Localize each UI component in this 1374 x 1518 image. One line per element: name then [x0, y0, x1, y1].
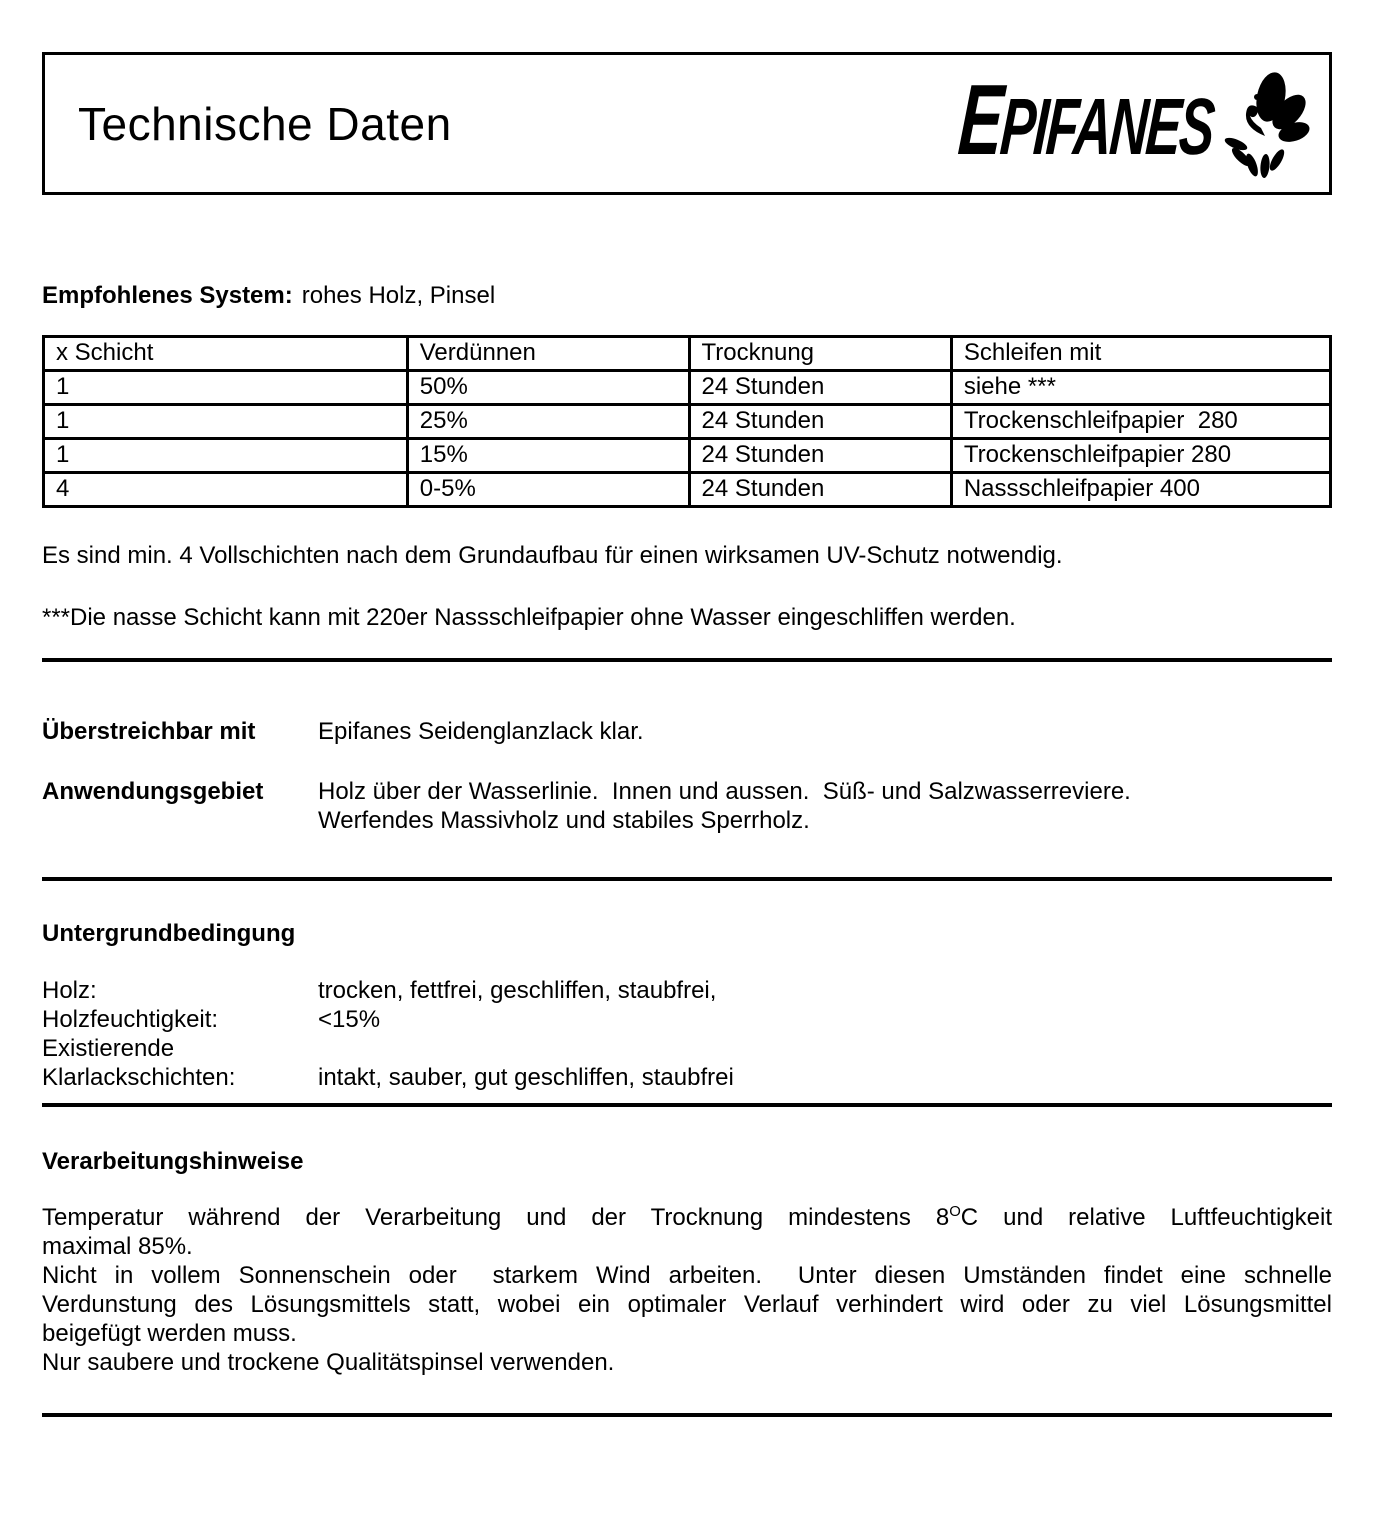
cell-verduennen: 50% [407, 371, 689, 405]
overcoat-label: Überstreichbar mit [42, 718, 256, 745]
cell-schicht: 1 [44, 405, 408, 439]
section-divider [42, 658, 1332, 662]
processing-text [42, 1203, 1332, 1377]
recommended-system-label: Empfohlenes System: [42, 282, 293, 309]
col-header-schleifen: Schleifen mit [951, 337, 1330, 371]
cell-verduennen: 25% [407, 405, 689, 439]
table-header-row [44, 337, 1331, 371]
col-header-schicht: x Schicht [44, 337, 408, 371]
substrate-heading: Untergrundbedingung [42, 920, 296, 947]
table-row [44, 473, 1331, 507]
table-row [44, 439, 1331, 473]
cell-schicht: 4 [44, 473, 408, 507]
recommended-system-line [42, 281, 1332, 310]
substrate-label: Existierende [42, 1035, 175, 1062]
application-label: Anwendungsgebiet [42, 778, 264, 805]
processing-heading: Verarbeitungshinweise [42, 1148, 304, 1175]
application-value [318, 777, 1332, 835]
substrate-value: trocken, fettfrei, geschliffen, staubfrei, [318, 977, 717, 1004]
cell-schicht: 1 [44, 371, 408, 405]
overcoat-value: Epifanes Seidenglanzlack klar. [318, 718, 644, 745]
degree-superscript: O [949, 1204, 961, 1220]
section-divider [42, 877, 1332, 881]
document-page [0, 52, 1374, 1417]
epifanes-wordmark: EPIFANES [955, 64, 1216, 176]
substrate-label: Klarlackschichten: [42, 1064, 236, 1091]
processing-line: beigefügt werden muss. [42, 1320, 297, 1347]
cell-schleifen: siehe *** [951, 371, 1330, 405]
peacock-icon [1219, 70, 1311, 178]
substrate-row [42, 1034, 1332, 1063]
table-row [44, 405, 1331, 439]
substrate-row [42, 976, 1332, 1005]
application-line-1: Holz über der Wasserlinie. Innen und aussen. Süß- und Salzwasserreviere. [318, 778, 1131, 805]
processing-line: Verdunstung des Lösungsmittels statt, wobei ein optimaler Verlauf verhindert wird oder zu viel Lösungsmittel [42, 1291, 1332, 1318]
cell-trocknung: 24 Stunden [689, 371, 951, 405]
substrate-label: Holzfeuchtigkeit: [42, 1006, 219, 1033]
substrate-value: <15% [318, 1006, 381, 1033]
application-row [42, 777, 1332, 835]
section-divider [42, 1413, 1332, 1417]
recommended-system-value: rohes Holz, Pinsel [301, 282, 496, 309]
processing-line: maximal 85%. [42, 1233, 193, 1260]
application-line-2: Werfendes Massivholz und stabiles Sperrholz. [318, 807, 810, 834]
cell-schleifen: Trockenschleifpapier 280 [951, 405, 1330, 439]
processing-line [42, 1203, 1332, 1232]
page-title: Technische Daten [78, 97, 452, 150]
coating-system-table [42, 335, 1332, 508]
epifanes-logo [828, 64, 1311, 178]
substrate-rows [42, 976, 1332, 1092]
stars-note: ***Die nasse Schicht kann mit 220er Nassschleifpapier ohne Wasser eingeschliffen werden. [42, 604, 1016, 631]
cell-verduennen: 15% [407, 439, 689, 473]
col-header-verduennen: Verdünnen [407, 337, 689, 371]
substrate-row [42, 1005, 1332, 1034]
substrate-value: intakt, sauber, gut geschliffen, staubfrei [318, 1064, 734, 1091]
temp-text-after: C und relative Luftfeuchtigkeit [960, 1204, 1332, 1231]
cell-schleifen: Nassschleifpapier 400 [951, 473, 1330, 507]
section-divider [42, 1103, 1332, 1107]
col-header-trocknung: Trocknung [689, 337, 951, 371]
cell-schicht: 1 [44, 439, 408, 473]
temp-text-before: Temperatur während der Verarbeitung und der Trocknung mindestens 8 [42, 1204, 950, 1231]
cell-trocknung: 24 Stunden [689, 439, 951, 473]
processing-line: Nur saubere und trockene Qualitätspinsel verwenden. [42, 1349, 615, 1376]
cell-verduennen: 0-5% [407, 473, 689, 507]
table-row [44, 371, 1331, 405]
header-box [42, 52, 1332, 195]
processing-line: Nicht in vollem Sonnenschein oder starkem Wind arbeiten. Unter diesen Umständen findet eine schnelle [42, 1262, 1332, 1289]
cell-trocknung: 24 Stunden [689, 473, 951, 507]
cell-trocknung: 24 Stunden [689, 405, 951, 439]
overcoat-row [42, 717, 1332, 746]
uv-note: Es sind min. 4 Vollschichten nach dem Grundaufbau für einen wirksamen UV-Schutz notwendig. [42, 542, 1063, 569]
substrate-label: Holz: [42, 977, 97, 1004]
substrate-row [42, 1063, 1332, 1092]
cell-schleifen: Trockenschleifpapier 280 [951, 439, 1330, 473]
